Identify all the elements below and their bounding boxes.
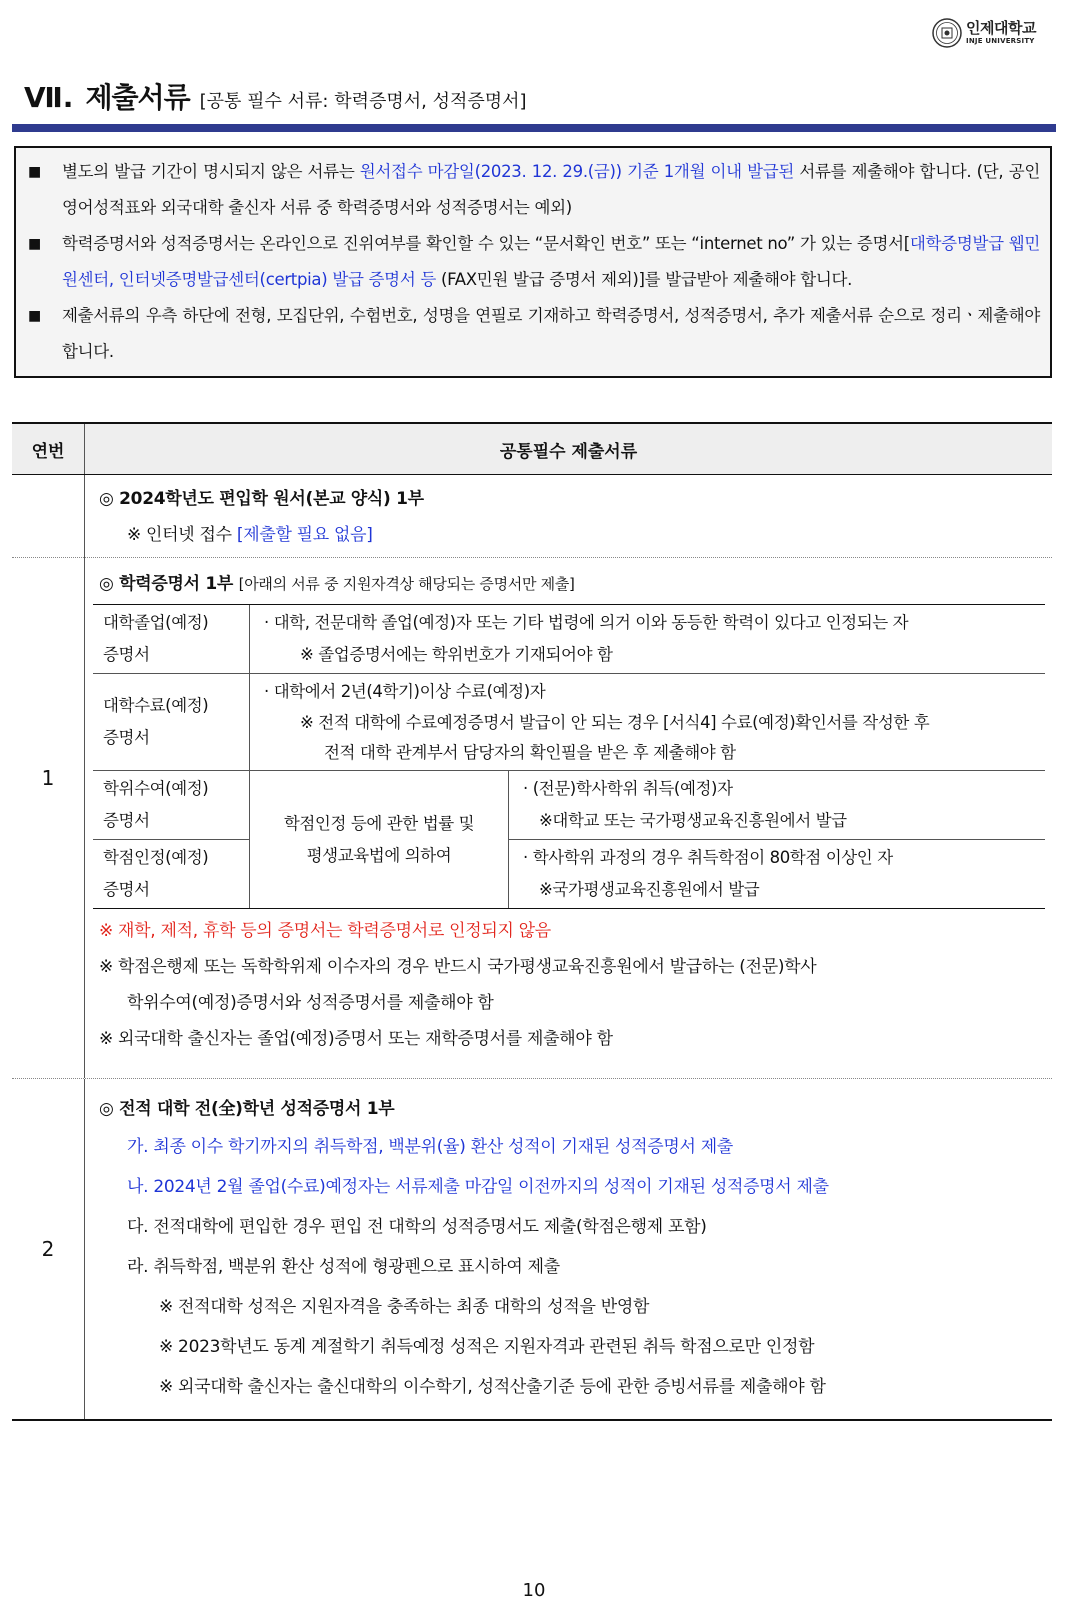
note-credit-bank: ※ 학점은행제 또는 독학학위제 이수자의 경우 반드시 국가평생교육진흥원에서 발급하는 (전문)학사: [99, 957, 817, 977]
notice-2-issuers: 대학증명발급 웹민원센터, 인터넷증명발급센터(certpia) 발급 증명서 등: [62, 234, 1040, 289]
notice-1-deadline: 원서접수 마감일(2023. 12. 29.(금)) 기준 1개월 이내 발급된: [359, 162, 795, 181]
transcript-item-da: 다. 전적대학에 편입한 경우 편입 전 대학의 성적증명서도 제출(학점은행제 포함): [127, 1217, 707, 1237]
header-no: 연번: [12, 424, 85, 474]
notice-2-text-c: (FAX민원 발급 증명서 제외)]를 발급받아 제출해야 합니다.: [436, 270, 853, 289]
notice-2-text-a: 학력증명서와 성적증명서는 온라인으로 진위여부를 확인할 수 있는 “문서확인 번호” 또는 “internet no” 가 있는 증명서[: [62, 234, 910, 253]
transcript-note-1: ※ 전적대학 성적은 지원자격을 충족하는 최종 대학의 성적을 반영함: [159, 1297, 650, 1317]
transcript-item-ra: 라. 취득학점, 백분위 환산 성적에 형광펜으로 표시하여 제출: [127, 1257, 560, 1277]
row-number: 1: [12, 478, 85, 1078]
application-title: ◎ 2024학년도 편입학 원서(본교 양식) 1부: [99, 489, 424, 509]
table-row: [12, 475, 1052, 557]
application-note: ※ 인터넷 접수 [제출할 필요 없음]: [127, 525, 373, 545]
section-subtitle: [공통 필수 서류: 학력증명서, 성적증명서]: [199, 91, 527, 112]
cert-row-graduation: 대학졸업(예정) 증명서 · 대학, 전문대학 졸업(예정)자 또는 기타 법령에 의거 이와 동등한 학력이 있다고 인정되는 자 ※ 졸업증명서에는 학위번호가 기재되어야 함: [93, 605, 1045, 673]
table-row: [12, 1078, 1052, 1419]
logo-english-text: INJE UNIVERSITY: [966, 37, 1035, 45]
notice-3-text: 제출서류의 우측 하단에 전형, 모집단위, 수험번호, 성명을 연필로 기재하고 학력증명서, 성적증명서, 추가 제출서류 순으로 정리ㆍ제출해야 합니다.: [62, 306, 1040, 361]
table-header: [12, 424, 1052, 475]
square-bullet-icon: ■: [28, 308, 41, 324]
note-credit-bank-cont: 학위수여(예정)증명서와 성적증명서를 제출해야 함: [127, 993, 494, 1013]
notice-item-1: [28, 154, 1040, 226]
square-bullet-icon: ■: [28, 236, 41, 252]
cert-row-completion: 대학수료(예정) 증명서 · 대학에서 2년(4학기)이상 수료(예정)자 ※ 전적 대학에 수료예정증명서 발급이 안 되는 경우 [서식4] 수료(예정)확인서를 작성한 후 전적 대학 관계부서 담당자의 확인필을 받은 후 제출해야 함: [93, 673, 1045, 770]
row-number: 2: [12, 1079, 85, 1419]
notice-1-text-c: 서류를 제출해야 합니다. (단, 공인영어성적표와 외국대학 출신자 서류 중 학력증명서와 성적증명서는 예외): [62, 162, 1040, 217]
law-basis: 학점인정 등에 관한 법률 및 평생교육법에 의하여: [250, 771, 509, 908]
section-heading: [24, 76, 527, 116]
note-not-accepted: ※ 재학, 제적, 휴학 등의 증명서는 학력증명서로 인정되지 않음: [99, 921, 551, 941]
notice-item-2: [28, 226, 1040, 298]
notice-1-text-a: 별도의 발급 기간이 명시되지 않은 서류는: [62, 162, 360, 181]
notice-item-3: [28, 298, 1040, 370]
heading-rule: [12, 124, 1056, 132]
notice-box: [14, 146, 1052, 378]
transcript-note-3: ※ 외국대학 출신자는 출신대학의 이수학기, 성적산출기준 등에 관한 증빙서류를 제출해야 함: [159, 1377, 826, 1397]
section-number: Ⅶ.: [24, 81, 74, 114]
transcript-title: ◎ 전적 대학 전(全)학년 성적증명서 1부: [99, 1099, 395, 1119]
no-submission-needed: [제출할 필요 없음]: [236, 525, 373, 545]
transcript-item-ga: 가. 최종 이수 학기까지의 취득학점, 백분위(율) 환산 성적이 기재된 성적증명서 제출: [127, 1137, 733, 1157]
square-bullet-icon: ■: [28, 164, 41, 180]
university-seal-icon: [932, 18, 962, 48]
university-logo: [932, 18, 1036, 48]
documents-table: [12, 422, 1052, 1421]
certificate-types-table: [93, 604, 1045, 909]
certificate-title: ◎ 학력증명서 1부 [아래의 서류 중 지원자격상 해당되는 증명서만 제출]: [99, 574, 575, 594]
cert-row-degree-credit: 학위수여(예정) 증명서 학점인정(예정) 증명서 학점인정 등에 관한 법률 및 평생교육법에 의하여 · (전문)학사학위 취득(예정)자 ※대학교 또는 국가평생교육진흥원에서 발급 · 학사학위 과정의 경우 취득학점이 80학점 이상인 자 ※국가평생교육진흥원에서 발급: [93, 770, 1045, 908]
header-main: 공통필수 제출서류: [499, 441, 638, 462]
section-title: 제출서류: [85, 81, 190, 114]
page-number: 10: [522, 1580, 546, 1601]
logo-korean-text: 인제대학교: [966, 19, 1036, 37]
transcript-item-na: 나. 2024년 2월 졸업(수료)예정자는 서류제출 마감일 이전까지의 성적이 기재된 성적증명서 제출: [127, 1177, 829, 1197]
note-foreign-univ: ※ 외국대학 출신자는 졸업(예정)증명서 또는 재학증명서를 제출해야 함: [99, 1029, 613, 1049]
table-row: [12, 557, 1052, 1078]
certificate-subtitle: [아래의 서류 중 지원자격상 해당되는 증명서만 제출]: [238, 575, 575, 593]
transcript-note-2: ※ 2023학년도 동계 계절학기 취득예정 성적은 지원자격과 관련된 취득 학점으로만 인정함: [159, 1337, 815, 1357]
